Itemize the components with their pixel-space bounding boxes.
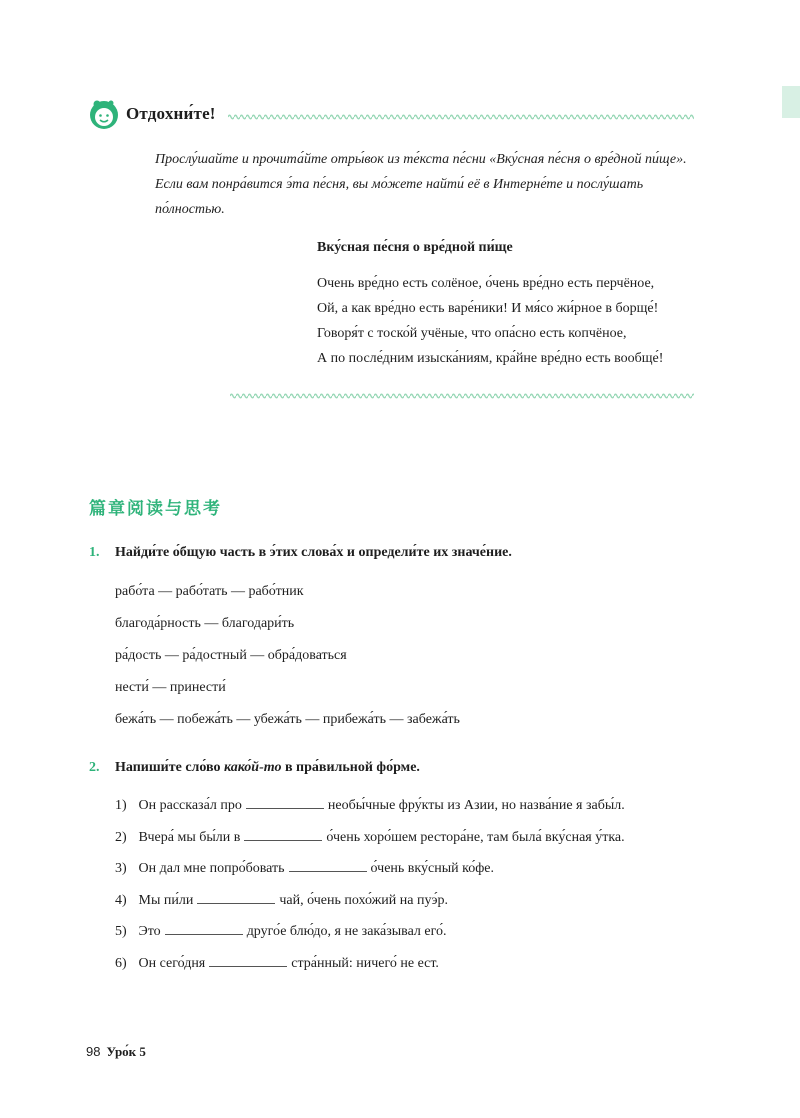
song-line: Ой, а как вре́дно есть варе́ники! И мя́со жи́рное в борще́! <box>317 301 659 316</box>
answer-blank[interactable] <box>289 859 367 872</box>
song-lyrics <box>317 271 663 371</box>
answer-blank[interactable] <box>209 954 287 967</box>
word-family-item: рабо́та — рабо́тать — рабо́тник <box>115 584 304 599</box>
exercise-text-before: Он дал мне попро́бовать <box>138 861 285 877</box>
exercise-text-after: необы́чные фру́кты из Азии, но назва́ние я забы́л. <box>327 798 625 813</box>
task-1-heading <box>89 545 512 561</box>
exercise-text-before: Мы пи́ли <box>138 892 194 908</box>
song-line: А по после́дним изыска́ниям, кра́йне вре́дно есть вообще́! <box>317 351 664 366</box>
task-number: 1. <box>89 545 100 560</box>
lesson-label: Уро́к 5 <box>106 1044 146 1059</box>
exercise-list <box>115 790 625 980</box>
page-footer <box>86 1044 146 1060</box>
rest-box-header <box>88 98 216 130</box>
exercise-text-before: Он сего́дня <box>138 955 206 971</box>
answer-blank[interactable] <box>246 796 324 809</box>
song-line: Очень вре́дно есть солёное, о́чень вре́дно есть перчёное, <box>317 276 655 291</box>
answer-blank[interactable] <box>165 922 243 935</box>
song-line: Говоря́т с тоско́й учёные, что опа́сно есть копчёное, <box>317 326 627 341</box>
exercise-number: 3) <box>115 861 127 877</box>
task-2-heading <box>89 760 420 776</box>
word-family-list <box>115 576 460 736</box>
task-target-word: како́й-то <box>224 760 282 775</box>
rest-box-title: Отдохни́те! <box>126 104 216 123</box>
song-title: Вку́сная пе́сня о вре́дной пи́ще <box>317 240 513 255</box>
exercise-item <box>115 885 625 917</box>
exercise-number: 2) <box>115 829 127 845</box>
page-number: 98 <box>86 1044 101 1059</box>
wave-divider-top <box>228 113 694 121</box>
exercise-number: 1) <box>115 798 127 813</box>
word-family-item: благода́рность — благодари́ть <box>115 616 295 631</box>
wave-divider-bottom <box>230 392 694 400</box>
answer-blank[interactable] <box>244 828 322 841</box>
exercise-item <box>115 853 625 885</box>
exercise-item <box>115 916 625 948</box>
section-title: 篇章阅读与思考 <box>89 499 222 519</box>
rest-box-intro: Прослу́шайте и прочита́йте отры́вок из те́кста пе́сни «Вку́сная пе́сня о вре́дной пи́ще». Если вам понра́вится э́та пе́сня, вы мо́жете найти́ её в Интерне́те и послу́шать по́лностью. <box>155 152 687 217</box>
answer-blank[interactable] <box>197 891 275 904</box>
exercise-text-after: друго́е блю́до, я не зака́зывал его́. <box>246 924 447 940</box>
task-number: 2. <box>89 760 100 775</box>
smiley-relax-icon <box>88 98 120 130</box>
exercise-text-after: чай, о́чень похо́жий на пуэ́р. <box>279 892 448 908</box>
exercise-text-before: Вчера́ мы бы́ли в <box>138 829 241 845</box>
exercise-text-after: стра́нный: ничего́ не ест. <box>291 955 439 971</box>
exercise-number: 4) <box>115 892 127 908</box>
exercise-text-after: о́чень хоро́шем рестора́не, там была́ вку́сная у́тка. <box>326 829 625 845</box>
exercise-number: 6) <box>115 955 127 971</box>
word-family-item: нести́ — принести́ <box>115 680 226 695</box>
exercise-text-after: о́чень вку́сный ко́фе. <box>370 861 494 877</box>
exercise-text-before: Это <box>138 924 161 940</box>
task-instruction: Найди́те о́бщую часть в э́тих слова́х и определи́те их значе́ние. <box>115 545 512 560</box>
exercise-item <box>115 790 625 822</box>
exercise-number: 5) <box>115 924 127 940</box>
exercise-item <box>115 822 625 854</box>
exercise-text-before: Он рассказа́л про <box>138 798 242 813</box>
side-tab-marker <box>782 86 800 118</box>
task-instruction-part: Напиши́те сло́во <box>115 760 224 775</box>
word-family-item: бежа́ть — побежа́ть — убежа́ть — прибежа́ть — забежа́ть <box>115 712 460 727</box>
exercise-item <box>115 948 625 980</box>
task-instruction-part: в пра́вильной фо́рме. <box>281 760 420 775</box>
word-family-item: ра́дость — ра́достный — обра́доваться <box>115 648 347 663</box>
